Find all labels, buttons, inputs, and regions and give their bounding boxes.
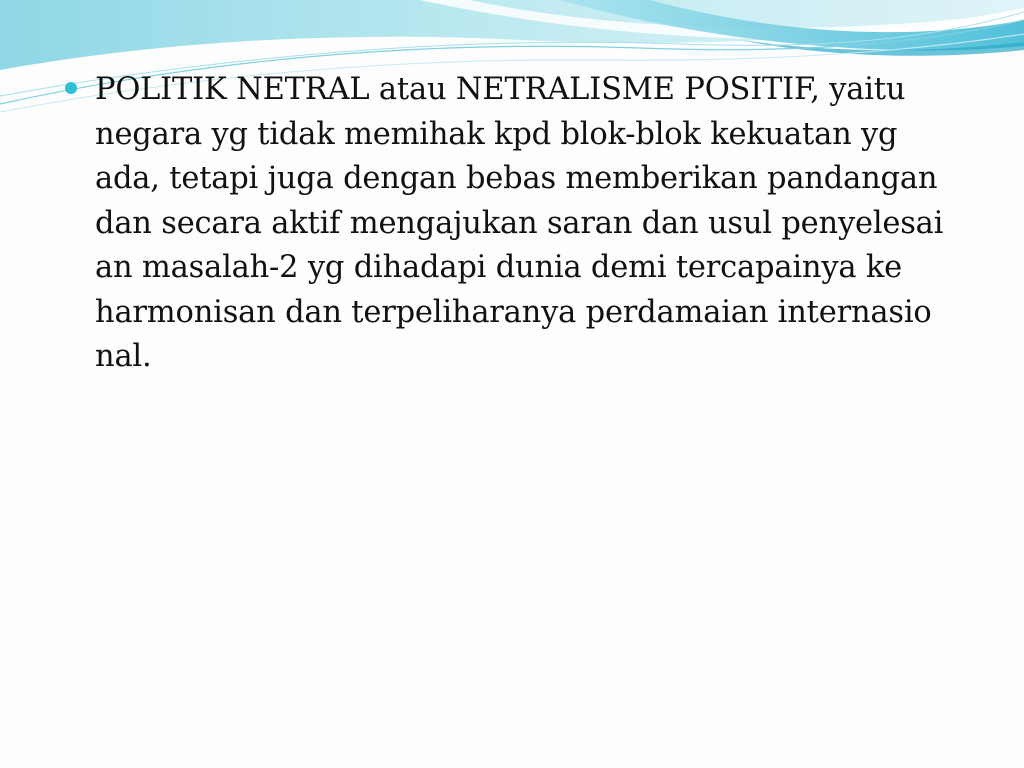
bullet-item: [62, 68, 972, 380]
text-line: dan secara aktif mengajukan saran dan usul penyelesai: [95, 205, 944, 241]
text-line: nal.: [95, 339, 152, 374]
text-line: an masalah-2 yg dihadapi dunia demi tercapainya ke: [95, 250, 902, 285]
bullet-dot-icon: [65, 82, 77, 94]
text-line: POLITIK NETRAL atau NETRALISME POSITIF, yaitu: [95, 72, 906, 107]
bullet-text: [95, 68, 943, 380]
text-line: ada, tetapi juga dengan bebas memberikan pandangan: [95, 161, 938, 196]
text-line: negara yg tidak memihak kpd blok-blok kekuatan yg: [95, 116, 898, 152]
text-line: harmonisan dan terpeliharanya perdamaian internasio: [95, 294, 932, 330]
slide-content: [62, 68, 972, 380]
